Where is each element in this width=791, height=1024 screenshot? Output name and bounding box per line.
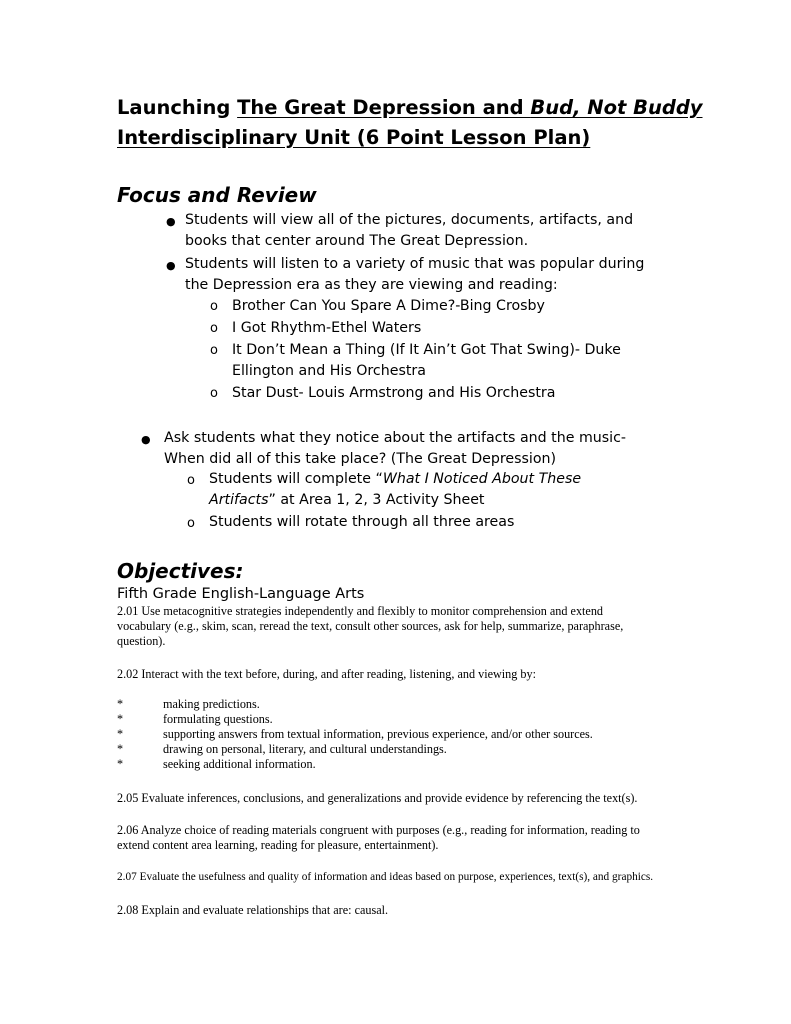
song-2: I Got Rhythm-Ethel Waters — [232, 320, 422, 336]
circle-bullet-icon: o — [187, 516, 195, 531]
asterisk-bullet: * — [117, 757, 124, 771]
title-book-name: Bud, Not Buddy — [530, 96, 703, 119]
circle-bullet-icon: o — [210, 321, 218, 336]
document-title-line-2: Interdisciplinary Unit (6 Point Lesson Plan) — [117, 126, 591, 149]
standard-2-02-item: seeking additional information. — [163, 757, 316, 771]
task-1-line-2: Artifacts” at Area 1, 2, 3 Activity Sheet — [209, 492, 485, 508]
circle-bullet-icon: o — [210, 386, 218, 401]
song-3-line-2: Ellington and His Orchestra — [232, 363, 426, 379]
task-2: Students will rotate through all three areas — [209, 514, 515, 530]
focus-item-2-line-1: Students will listen to a variety of music that was popular during — [185, 256, 645, 272]
standard-2-01-line-1: 2.01 Use metacognitive strategies independently and flexibly to monitor comprehension and extend — [117, 604, 604, 618]
bullet-icon: ● — [166, 215, 176, 228]
standard-2-07: 2.07 Evaluate the usefulness and quality of information and ideas based on purpose, experiences, text(s), and graphics. — [117, 871, 654, 883]
title-underlined: The Great Depression and Bud, Not Buddy — [237, 96, 703, 119]
asterisk-bullet: * — [117, 727, 124, 741]
standard-2-08: 2.08 Explain and evaluate relationships that are: causal. — [117, 903, 389, 917]
focus-item-1-line-1: Students will view all of the pictures, documents, artifacts, and — [185, 212, 634, 228]
circle-bullet-icon: o — [210, 343, 218, 358]
song-1: Brother Can You Spare A Dime?-Bing Crosby — [232, 298, 545, 314]
standard-2-02-item: supporting answers from textual information, previous experience, and/or other sources. — [163, 727, 593, 741]
objectives-subheading: Fifth Grade English-Language Arts — [117, 586, 365, 602]
standard-2-02: 2.02 Interact with the text before, during, and after reading, listening, and viewing by: — [117, 667, 536, 681]
song-4: Star Dust- Louis Armstrong and His Orchestra — [232, 385, 556, 401]
standard-2-01-line-3: question). — [117, 634, 166, 648]
asterisk-bullet: * — [117, 712, 124, 726]
document-title-line-1 — [117, 96, 703, 120]
asterisk-bullet: * — [117, 742, 124, 756]
focus-item-1-line-2: books that center around The Great Depression. — [185, 233, 529, 249]
standard-2-01-line-2: vocabulary (e.g., skim, scan, reread the text, consult other sources, ask for help, summarize, paraphrase, — [117, 619, 624, 633]
standard-2-06-line-1: 2.06 Analyze choice of reading materials congruent with purposes (e.g., reading for information, reading to — [117, 823, 640, 837]
ask-line-1: Ask students what they notice about the artifacts and the music- — [164, 430, 627, 446]
objectives-heading: Objectives: — [117, 559, 244, 583]
title-prefix: Launching — [117, 96, 238, 119]
asterisk-bullet: * — [117, 697, 124, 711]
standard-2-02-item: formulating questions. — [163, 712, 273, 726]
standard-2-02-item: drawing on personal, literary, and cultural understandings. — [163, 742, 447, 756]
song-3-line-1: It Don’t Mean a Thing (If It Ain’t Got That Swing)- Duke — [232, 342, 621, 358]
bullet-icon: ● — [141, 433, 151, 446]
circle-bullet-icon: o — [210, 299, 218, 314]
task-1-line-1: Students will complete “What I Noticed About These — [209, 471, 582, 487]
bullet-icon: ● — [166, 259, 176, 272]
standard-2-06-line-2: extend content area learning, reading for pleasure, entertainment). — [117, 838, 439, 852]
standard-2-05: 2.05 Evaluate inferences, conclusions, and generalizations and provide evidence by referencing the text(s). — [117, 791, 638, 805]
focus-item-2-line-2: the Depression era as they are viewing and reading: — [185, 277, 558, 293]
circle-bullet-icon: o — [187, 473, 195, 488]
focus-heading: Focus and Review — [117, 183, 317, 207]
standard-2-02-item: making predictions. — [163, 697, 260, 711]
ask-line-2: When did all of this take place? (The Great Depression) — [164, 451, 557, 467]
